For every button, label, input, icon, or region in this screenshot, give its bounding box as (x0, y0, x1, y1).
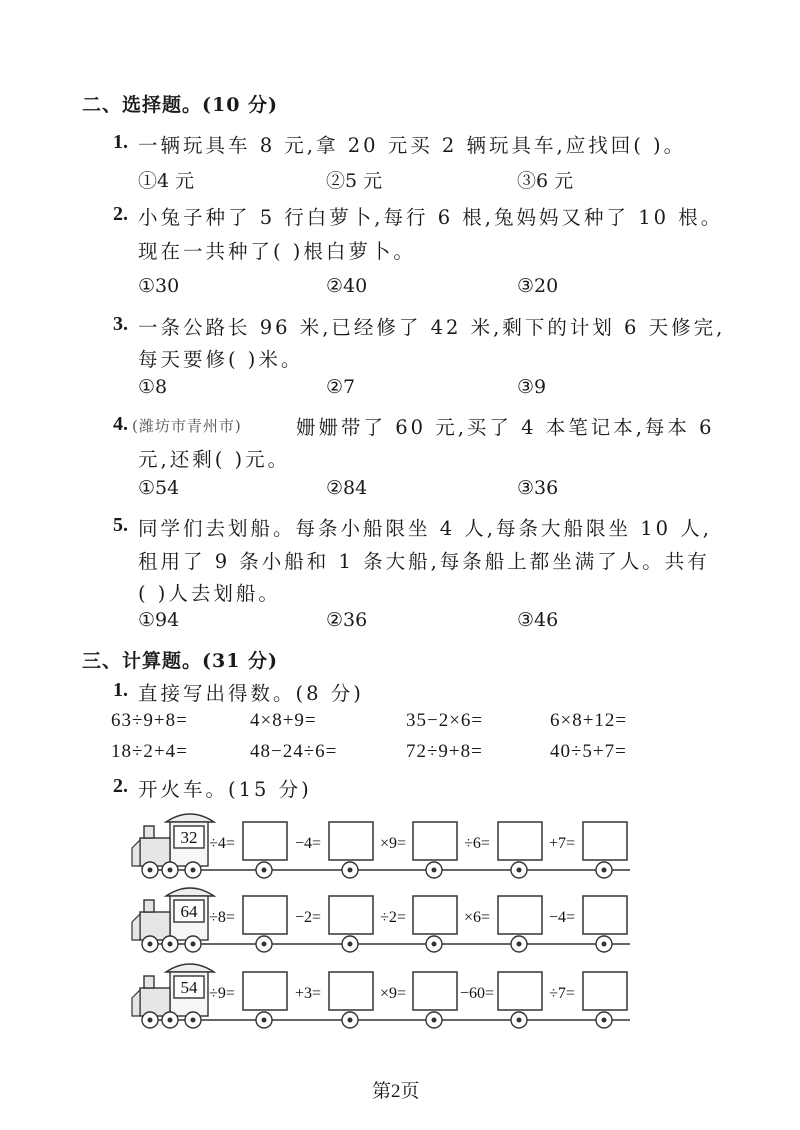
wheel-hub-icon (262, 942, 267, 947)
calc-item: 40÷5+7= (550, 741, 627, 762)
answer-box (329, 972, 373, 1010)
wheel-hub-icon (148, 942, 153, 947)
start-number: 64 (180, 902, 198, 921)
question-text: ( )人去划船。 (138, 582, 281, 605)
cowcatcher-icon (132, 990, 140, 1016)
wheel-hub-icon (191, 868, 196, 873)
wheel-hub-icon (348, 868, 353, 873)
option-b: ②84 (326, 477, 368, 499)
option-b: ②40 (326, 275, 368, 297)
option-a: ①30 (138, 275, 180, 297)
wheel-hub-icon (168, 868, 173, 873)
wheel-hub-icon (602, 868, 607, 873)
wheel-hub-icon (191, 942, 196, 947)
answer-box (583, 822, 627, 860)
question-source: (潍坊市青州市) (132, 417, 242, 435)
question-number: 2. (113, 775, 128, 797)
wheel-hub-icon (517, 868, 522, 873)
wheel-hub-icon (191, 1018, 196, 1023)
operation-label: ×9= (379, 985, 407, 1002)
operation-label: ÷4= (209, 835, 235, 852)
smokestack-icon (144, 976, 154, 988)
wheel-hub-icon (432, 868, 437, 873)
answer-box (329, 896, 373, 934)
question-text: 一条公路长 96 米,已经修了 42 米,剩下的计划 6 天修完, (138, 316, 726, 339)
wheel-hub-icon (348, 942, 353, 947)
operation-label: −2= (294, 909, 322, 926)
locomotive-boiler-icon (140, 988, 170, 1016)
question-text: 元,还剩( )元。 (138, 448, 291, 471)
wheel-hub-icon (602, 1018, 607, 1023)
question-text: 同学们去划船。每条小船限坐 4 人,每条大船限坐 10 人, (138, 517, 712, 540)
wheel-hub-icon (432, 942, 437, 947)
answer-box (243, 972, 287, 1010)
option-b: ②5 元 (326, 170, 383, 192)
calc-item: 63÷9+8= (111, 710, 188, 731)
option-c: ③9 (517, 376, 547, 398)
answer-box (413, 972, 457, 1010)
answer-box (413, 822, 457, 860)
question-text: 开火车。(15 分) (138, 778, 312, 801)
operation-label: −4= (294, 835, 322, 852)
wheel-hub-icon (262, 1018, 267, 1023)
option-a: ①54 (138, 477, 180, 499)
wheel-hub-icon (168, 1018, 173, 1023)
question-number: 3. (113, 313, 128, 335)
wheel-hub-icon (348, 1018, 353, 1023)
section-title-choice: 二、选择题。(10 分) (82, 94, 279, 116)
operation-label: ÷6= (464, 835, 490, 852)
train-row (132, 814, 630, 878)
calc-item: 48−24÷6= (250, 741, 338, 762)
wheel-hub-icon (262, 868, 267, 873)
wheel-hub-icon (517, 1018, 522, 1023)
question-text: 现在一共种了( )根白萝卜。 (138, 240, 416, 263)
option-c: ③36 (517, 477, 559, 499)
train-row (132, 888, 630, 952)
question-text: 租用了 9 条小船和 1 条大船,每条船上都坐满了人。共有 (138, 550, 710, 573)
cowcatcher-icon (132, 914, 140, 940)
answer-box (498, 896, 542, 934)
question-number: 5. (113, 514, 128, 536)
answer-box (243, 896, 287, 934)
calc-item: 6×8+12= (550, 710, 628, 731)
question-number: 2. (113, 203, 128, 225)
operation-label: −60= (459, 985, 495, 1002)
question-text: 直接写出得数。(8 分) (138, 682, 364, 705)
operation-label: +3= (294, 985, 322, 1002)
answer-box (583, 896, 627, 934)
answer-box (498, 822, 542, 860)
section-title-calc: 三、计算题。(31 分) (82, 650, 279, 672)
question-text: 姗姗带了 60 元,买了 4 本笔记本,每本 6 (296, 416, 715, 439)
wheel-hub-icon (148, 868, 153, 873)
option-a: ①8 (138, 376, 168, 398)
start-number: 54 (180, 978, 198, 997)
operation-label: ÷7= (549, 985, 575, 1002)
answer-box (413, 896, 457, 934)
answer-box (498, 972, 542, 1010)
question-text: 小兔子种了 5 行白萝卜,每行 6 根,兔妈妈又种了 10 根。 (138, 206, 724, 229)
question-text: 一辆玩具车 8 元,拿 20 元买 2 辆玩具车,应找回( )。 (138, 134, 687, 157)
locomotive-roof-icon (166, 888, 214, 896)
option-c: ③20 (517, 275, 559, 297)
operation-label: ×6= (463, 909, 491, 926)
option-c: ③46 (517, 609, 559, 631)
question-number: 1. (113, 131, 128, 153)
locomotive-boiler-icon (140, 912, 170, 940)
answer-box (243, 822, 287, 860)
calc-item: 72÷9+8= (406, 741, 483, 762)
wheel-hub-icon (432, 1018, 437, 1023)
option-c: ③6 元 (517, 170, 574, 192)
wheel-hub-icon (148, 1018, 153, 1023)
question-number: 1. (113, 679, 128, 701)
operation-label: ÷8= (209, 909, 235, 926)
option-b: ②36 (326, 609, 368, 631)
operation-label: ×9= (379, 835, 407, 852)
cowcatcher-icon (132, 840, 140, 866)
operation-label: +7= (548, 835, 576, 852)
start-number: 32 (180, 828, 198, 847)
operation-label: ÷9= (209, 985, 235, 1002)
calc-item: 18÷2+4= (111, 741, 188, 762)
option-a: ①94 (138, 609, 180, 631)
wheel-hub-icon (602, 942, 607, 947)
calc-item: 4×8+9= (250, 710, 317, 731)
locomotive-boiler-icon (140, 838, 170, 866)
page-number: 第2页 (372, 1081, 420, 1102)
locomotive-roof-icon (166, 964, 214, 972)
wheel-hub-icon (168, 942, 173, 947)
smokestack-icon (144, 900, 154, 912)
calc-item: 35−2×6= (406, 710, 484, 731)
question-number: 4. (113, 413, 128, 435)
option-b: ②7 (326, 376, 356, 398)
smokestack-icon (144, 826, 154, 838)
answer-box (329, 822, 373, 860)
wheel-hub-icon (517, 942, 522, 947)
question-text: 每天要修( )米。 (138, 348, 304, 371)
train-row (132, 964, 630, 1028)
answer-box (583, 972, 627, 1010)
locomotive-roof-icon (166, 814, 214, 822)
operation-label: −4= (548, 909, 576, 926)
train-diagrams (0, 800, 800, 1060)
option-a: ①4 元 (138, 170, 195, 192)
operation-label: ÷2= (380, 909, 406, 926)
